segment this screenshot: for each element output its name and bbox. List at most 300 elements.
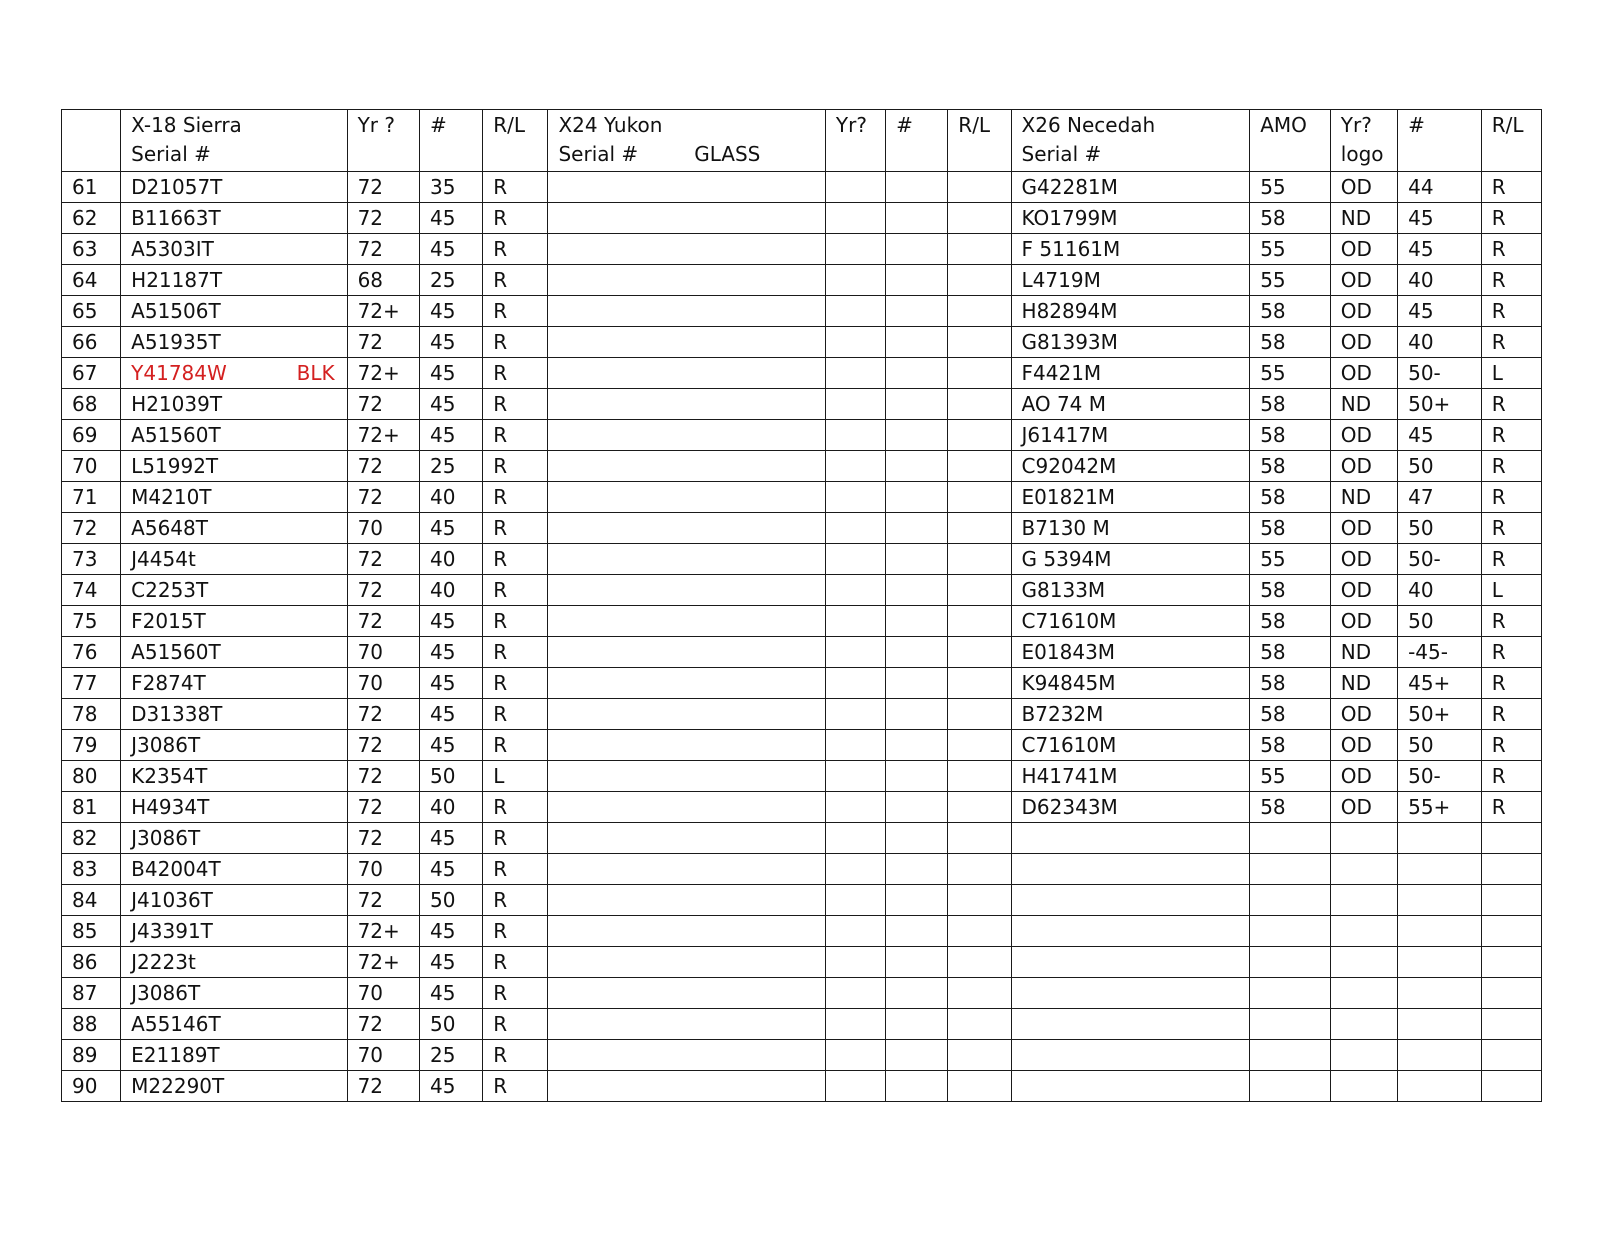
necedah-amo-cell — [1250, 823, 1331, 854]
sierra-year-cell: 70 — [347, 513, 419, 544]
sierra-year-cell: 72 — [347, 234, 419, 265]
yukon-rl-cell — [948, 823, 1011, 854]
necedah-rl-cell — [1481, 1040, 1541, 1071]
table-row — [62, 451, 1542, 482]
necedah-amo-cell: 58 — [1250, 203, 1331, 234]
necedah-year-logo-cell: OD — [1330, 420, 1397, 451]
sierra-count-cell: 25 — [419, 265, 482, 296]
table-row — [62, 699, 1542, 730]
necedah-rl-cell: L — [1481, 575, 1541, 606]
necedah-serial-cell: G 5394M — [1011, 544, 1250, 575]
necedah-amo-cell — [1250, 885, 1331, 916]
necedah-year-logo-cell: OD — [1330, 761, 1397, 792]
yukon-rl-cell — [948, 327, 1011, 358]
sierra-year-cell: 72+ — [347, 420, 419, 451]
yukon-serial-cell — [548, 978, 825, 1009]
table-row — [62, 606, 1542, 637]
necedah-serial-cell — [1011, 947, 1250, 978]
sierra-rl-cell: R — [483, 1040, 548, 1071]
row-number-cell: 65 — [62, 296, 121, 327]
row-number-cell: 70 — [62, 451, 121, 482]
yukon-rl-cell — [948, 916, 1011, 947]
yukon-serial-cell — [548, 730, 825, 761]
yukon-count-cell — [886, 947, 948, 978]
sierra-serial-cell: J4454t — [121, 544, 347, 575]
necedah-rl-cell: R — [1481, 699, 1541, 730]
sierra-year-cell: 72 — [347, 451, 419, 482]
yukon-year-cell — [825, 606, 885, 637]
sierra-rl-cell: R — [483, 668, 548, 699]
yukon-year-cell — [825, 296, 885, 327]
table-row — [62, 978, 1542, 1009]
sierra-count-cell: 45 — [419, 730, 482, 761]
yukon-serial-cell — [548, 854, 825, 885]
necedah-rl-cell: R — [1481, 265, 1541, 296]
yukon-rl-cell — [948, 420, 1011, 451]
necedah-count-cell — [1398, 1071, 1482, 1102]
sierra-year-cell: 70 — [347, 668, 419, 699]
row-number-cell: 83 — [62, 854, 121, 885]
yukon-rl-cell — [948, 885, 1011, 916]
yukon-serial-cell — [548, 575, 825, 606]
necedah-count-cell: 50- — [1398, 761, 1482, 792]
necedah-serial-cell: B7130 M — [1011, 513, 1250, 544]
necedah-amo-cell: 58 — [1250, 792, 1331, 823]
necedah-amo-cell — [1250, 916, 1331, 947]
sierra-serial-cell: A51560T — [121, 637, 347, 668]
yukon-count-cell — [886, 606, 948, 637]
yukon-serial-cell — [548, 265, 825, 296]
necedah-year-logo-cell — [1330, 823, 1397, 854]
necedah-rl-cell: L — [1481, 358, 1541, 389]
sierra-year-cell: 72 — [347, 730, 419, 761]
necedah-year-logo-cell — [1330, 1040, 1397, 1071]
yukon-count-cell — [886, 575, 948, 606]
yukon-year-cell — [825, 575, 885, 606]
necedah-serial-cell: K94845M — [1011, 668, 1250, 699]
sierra-serial-cell: J43391T — [121, 916, 347, 947]
sierra-year-cell: 72 — [347, 823, 419, 854]
sierra-serial-cell: J3086T — [121, 730, 347, 761]
sierra-rl-cell: R — [483, 327, 548, 358]
row-number-cell: 64 — [62, 265, 121, 296]
sierra-year-cell: 70 — [347, 978, 419, 1009]
header-sierra-serial — [121, 110, 347, 172]
row-number-cell: 86 — [62, 947, 121, 978]
necedah-year-logo-cell: OD — [1330, 451, 1397, 482]
necedah-year-logo-cell — [1330, 1071, 1397, 1102]
sierra-serial-cell: J3086T — [121, 823, 347, 854]
row-number-cell: 85 — [62, 916, 121, 947]
necedah-serial-cell: KO1799M — [1011, 203, 1250, 234]
necedah-year-logo-cell: ND — [1330, 203, 1397, 234]
necedah-serial-cell: H82894M — [1011, 296, 1250, 327]
yukon-serial-line — [558, 140, 824, 169]
necedah-year-logo-cell: OD — [1330, 792, 1397, 823]
yukon-rl-cell — [948, 854, 1011, 885]
yukon-serial-cell — [548, 358, 825, 389]
yukon-year-cell — [825, 265, 885, 296]
yukon-count-cell — [886, 1009, 948, 1040]
yukon-rl-cell — [948, 544, 1011, 575]
necedah-serial-cell: C71610M — [1011, 606, 1250, 637]
yukon-count-cell — [886, 296, 948, 327]
sierra-year-cell: 72 — [347, 575, 419, 606]
sierra-count-cell: 45 — [419, 637, 482, 668]
yukon-rl-cell — [948, 637, 1011, 668]
necedah-serial-cell: E01843M — [1011, 637, 1250, 668]
sierra-year-cell: 72+ — [347, 296, 419, 327]
necedah-year-logo-cell: OD — [1330, 606, 1397, 637]
table-row — [62, 265, 1542, 296]
yukon-year-cell — [825, 1071, 885, 1102]
yukon-count-cell — [886, 761, 948, 792]
sierra-serial-note: BLK — [296, 361, 335, 385]
necedah-serial-cell: F4421M — [1011, 358, 1250, 389]
yukon-serial-cell — [548, 947, 825, 978]
necedah-amo-cell: 58 — [1250, 730, 1331, 761]
necedah-rl-cell: R — [1481, 389, 1541, 420]
yukon-rl-cell — [948, 606, 1011, 637]
yukon-serial-cell — [548, 668, 825, 699]
sierra-serial-cell — [121, 358, 347, 389]
row-number-cell: 79 — [62, 730, 121, 761]
sierra-year-cell: 72 — [347, 203, 419, 234]
yukon-count-cell — [886, 1040, 948, 1071]
necedah-count-cell: 45+ — [1398, 668, 1482, 699]
necedah-serial-cell: J61417M — [1011, 420, 1250, 451]
sierra-rl-cell: R — [483, 978, 548, 1009]
yukon-year-cell — [825, 513, 885, 544]
yukon-year-cell — [825, 234, 885, 265]
yukon-rl-cell — [948, 296, 1011, 327]
yukon-title: X24 Yukon — [558, 113, 663, 137]
sierra-count-cell: 45 — [419, 947, 482, 978]
row-number-cell: 76 — [62, 637, 121, 668]
yukon-count-cell — [886, 668, 948, 699]
row-number-cell: 74 — [62, 575, 121, 606]
necedah-count-cell — [1398, 885, 1482, 916]
sierra-serial-cell: B42004T — [121, 854, 347, 885]
row-number-cell: 75 — [62, 606, 121, 637]
sierra-year-cell: 72+ — [347, 358, 419, 389]
header-yukon-rl: R/L — [948, 110, 1011, 172]
necedah-rl-cell — [1481, 978, 1541, 1009]
sierra-year-cell: 72 — [347, 699, 419, 730]
yukon-serial-cell — [548, 885, 825, 916]
sierra-serial-cell: D31338T — [121, 699, 347, 730]
header-row-number — [62, 110, 121, 172]
sierra-count-cell: 45 — [419, 327, 482, 358]
necedah-rl-cell — [1481, 916, 1541, 947]
yukon-count-cell — [886, 823, 948, 854]
yukon-count-cell — [886, 389, 948, 420]
necedah-serial-cell: C92042M — [1011, 451, 1250, 482]
sierra-serial-cell: J2223t — [121, 947, 347, 978]
sierra-year-cell: 70 — [347, 854, 419, 885]
yukon-year-cell — [825, 885, 885, 916]
yukon-serial-cell — [548, 1009, 825, 1040]
yukon-serial-cell — [548, 296, 825, 327]
sierra-year-cell: 72 — [347, 885, 419, 916]
sierra-year-cell: 72 — [347, 792, 419, 823]
necedah-serial-cell: C71610M — [1011, 730, 1250, 761]
necedah-year-logo-cell: ND — [1330, 668, 1397, 699]
necedah-serial-cell: B7232M — [1011, 699, 1250, 730]
sierra-rl-cell: L — [483, 761, 548, 792]
sierra-rl-cell: R — [483, 606, 548, 637]
necedah-year-logo-cell: OD — [1330, 513, 1397, 544]
table-row — [62, 389, 1542, 420]
necedah-count-cell — [1398, 854, 1482, 885]
sierra-serial-cell: H4934T — [121, 792, 347, 823]
sierra-rl-cell: R — [483, 389, 548, 420]
sierra-serial-cell: H21187T — [121, 265, 347, 296]
sierra-count-cell: 45 — [419, 389, 482, 420]
table-row — [62, 1040, 1542, 1071]
table-row — [62, 792, 1542, 823]
necedah-count-cell: 50 — [1398, 451, 1482, 482]
necedah-count-cell: 50 — [1398, 513, 1482, 544]
yukon-year-cell — [825, 730, 885, 761]
yukon-count-cell — [886, 978, 948, 1009]
necedah-year-logo-cell — [1330, 947, 1397, 978]
yukon-serial-cell — [548, 203, 825, 234]
necedah-rl-cell — [1481, 1071, 1541, 1102]
row-number-cell: 84 — [62, 885, 121, 916]
necedah-serial-cell: D62343M — [1011, 792, 1250, 823]
sierra-year-cell: 72 — [347, 544, 419, 575]
yukon-count-cell — [886, 1071, 948, 1102]
necedah-amo-cell: 58 — [1250, 420, 1331, 451]
necedah-count-cell: 40 — [1398, 265, 1482, 296]
yukon-rl-cell — [948, 513, 1011, 544]
row-number-cell: 87 — [62, 978, 121, 1009]
necedah-rl-cell: R — [1481, 761, 1541, 792]
yukon-count-cell — [886, 358, 948, 389]
sierra-count-cell: 40 — [419, 482, 482, 513]
sierra-year-cell: 72 — [347, 606, 419, 637]
necedah-count-cell: 40 — [1398, 575, 1482, 606]
sierra-count-cell: 40 — [419, 792, 482, 823]
yukon-year-cell — [825, 947, 885, 978]
yukon-rl-cell — [948, 978, 1011, 1009]
sierra-rl-cell: R — [483, 482, 548, 513]
necedah-serial-cell — [1011, 978, 1250, 1009]
sierra-serial-cell: A5648T — [121, 513, 347, 544]
yukon-year-cell — [825, 637, 885, 668]
necedah-year-logo-cell: OD — [1330, 172, 1397, 203]
yukon-count-cell — [886, 885, 948, 916]
necedah-year-logo-cell: ND — [1330, 637, 1397, 668]
necedah-amo-cell: 55 — [1250, 172, 1331, 203]
row-number-cell: 90 — [62, 1071, 121, 1102]
necedah-serial-cell: L4719M — [1011, 265, 1250, 296]
yukon-year-cell — [825, 916, 885, 947]
necedah-serial-cell — [1011, 1040, 1250, 1071]
sierra-year-cell: 72+ — [347, 947, 419, 978]
yukon-serial-cell — [548, 544, 825, 575]
table-row — [62, 761, 1542, 792]
necedah-amo-cell — [1250, 947, 1331, 978]
header-necedah-year — [1330, 110, 1397, 172]
yukon-year-cell — [825, 1040, 885, 1071]
table-row — [62, 854, 1542, 885]
necedah-amo-cell: 58 — [1250, 637, 1331, 668]
yukon-year-cell — [825, 823, 885, 854]
necedah-count-cell: 44 — [1398, 172, 1482, 203]
necedah-rl-cell: R — [1481, 606, 1541, 637]
necedah-year-logo-cell: OD — [1330, 358, 1397, 389]
necedah-serial-label: Serial # — [1021, 142, 1102, 166]
necedah-count-cell: 47 — [1398, 482, 1482, 513]
sierra-serial-cell: C2253T — [121, 575, 347, 606]
table-row — [62, 544, 1542, 575]
table-row — [62, 885, 1542, 916]
sierra-rl-cell: R — [483, 916, 548, 947]
table-row — [62, 1071, 1542, 1102]
sierra-serial-cell: K2354T — [121, 761, 347, 792]
yukon-year-cell — [825, 482, 885, 513]
sierra-serial-cell: D21057T — [121, 172, 347, 203]
sierra-serial-value: Y41784W — [131, 361, 227, 385]
yukon-serial-cell — [548, 606, 825, 637]
necedah-rl-cell: R — [1481, 296, 1541, 327]
necedah-rl-cell: R — [1481, 451, 1541, 482]
row-number-cell: 73 — [62, 544, 121, 575]
necedah-rl-cell: R — [1481, 544, 1541, 575]
necedah-year-logo-cell: OD — [1330, 544, 1397, 575]
sierra-rl-cell: R — [483, 172, 548, 203]
sierra-rl-cell: R — [483, 513, 548, 544]
necedah-count-cell: 50 — [1398, 606, 1482, 637]
necedah-count-cell: 40 — [1398, 327, 1482, 358]
sierra-serial-cell: F2015T — [121, 606, 347, 637]
necedah-rl-cell: R — [1481, 203, 1541, 234]
necedah-year-logo-cell: ND — [1330, 482, 1397, 513]
sierra-rl-cell: R — [483, 947, 548, 978]
table-row — [62, 296, 1542, 327]
sierra-count-cell: 45 — [419, 296, 482, 327]
necedah-amo-cell — [1250, 1009, 1331, 1040]
yukon-serial-cell — [548, 389, 825, 420]
sierra-serial-label: Serial # — [131, 142, 211, 166]
row-number-cell: 88 — [62, 1009, 121, 1040]
necedah-amo-cell: 58 — [1250, 389, 1331, 420]
yukon-serial-cell — [548, 513, 825, 544]
sierra-rl-cell: R — [483, 575, 548, 606]
sierra-title: X-18 Sierra — [131, 113, 242, 137]
row-number-cell: 82 — [62, 823, 121, 854]
necedah-year-logo-cell: ND — [1330, 389, 1397, 420]
table-row — [62, 482, 1542, 513]
necedah-amo-cell — [1250, 1071, 1331, 1102]
sierra-count-cell: 45 — [419, 234, 482, 265]
necedah-count-cell — [1398, 823, 1482, 854]
yukon-rl-cell — [948, 575, 1011, 606]
row-number-cell: 62 — [62, 203, 121, 234]
sierra-year-cell: 72 — [347, 327, 419, 358]
header-sierra-count: # — [419, 110, 482, 172]
yukon-rl-cell — [948, 761, 1011, 792]
yukon-year-cell — [825, 978, 885, 1009]
necedah-rl-cell: R — [1481, 420, 1541, 451]
yukon-serial-cell — [548, 1040, 825, 1071]
yukon-serial-cell — [548, 482, 825, 513]
necedah-count-cell: 45 — [1398, 420, 1482, 451]
necedah-year-logo-cell: OD — [1330, 730, 1397, 761]
sierra-year-cell: 70 — [347, 637, 419, 668]
yukon-year-cell — [825, 327, 885, 358]
yukon-year-cell — [825, 699, 885, 730]
yukon-year-cell — [825, 792, 885, 823]
row-number-cell: 71 — [62, 482, 121, 513]
necedah-count-cell — [1398, 916, 1482, 947]
yukon-count-cell — [886, 172, 948, 203]
table-row — [62, 203, 1542, 234]
yukon-year-cell — [825, 172, 885, 203]
necedah-rl-cell: R — [1481, 668, 1541, 699]
row-number-cell: 89 — [62, 1040, 121, 1071]
header-yukon-serial — [548, 110, 825, 172]
necedah-count-cell: 50- — [1398, 358, 1482, 389]
necedah-amo-cell — [1250, 1040, 1331, 1071]
sierra-count-cell: 50 — [419, 885, 482, 916]
table-row — [62, 916, 1542, 947]
sierra-count-cell: 45 — [419, 203, 482, 234]
yukon-count-cell — [886, 854, 948, 885]
necedah-year-logo-cell: OD — [1330, 575, 1397, 606]
table-row — [62, 730, 1542, 761]
yukon-rl-cell — [948, 947, 1011, 978]
yukon-year-cell — [825, 544, 885, 575]
necedah-amo-cell: 58 — [1250, 699, 1331, 730]
row-number-cell: 81 — [62, 792, 121, 823]
sierra-count-cell: 35 — [419, 172, 482, 203]
sierra-rl-cell: R — [483, 203, 548, 234]
necedah-year-logo-cell — [1330, 854, 1397, 885]
sierra-year-cell: 72 — [347, 389, 419, 420]
necedah-serial-cell — [1011, 823, 1250, 854]
necedah-rl-cell: R — [1481, 234, 1541, 265]
sierra-rl-cell: R — [483, 637, 548, 668]
sierra-year-cell: 72+ — [347, 916, 419, 947]
necedah-year-logo-cell: OD — [1330, 234, 1397, 265]
sierra-rl-cell: R — [483, 1009, 548, 1040]
sierra-year-cell: 68 — [347, 265, 419, 296]
header-necedah-serial — [1011, 110, 1250, 172]
necedah-year-logo-cell: OD — [1330, 327, 1397, 358]
yukon-rl-cell — [948, 482, 1011, 513]
row-number-cell: 61 — [62, 172, 121, 203]
yukon-serial-cell — [548, 420, 825, 451]
necedah-count-cell — [1398, 978, 1482, 1009]
necedah-rl-cell — [1481, 823, 1541, 854]
sierra-rl-cell: R — [483, 1071, 548, 1102]
necedah-serial-cell: H41741M — [1011, 761, 1250, 792]
necedah-count-cell: 50+ — [1398, 389, 1482, 420]
necedah-amo-cell: 58 — [1250, 575, 1331, 606]
sierra-serial-cell: E21189T — [121, 1040, 347, 1071]
sierra-rl-cell: R — [483, 296, 548, 327]
sierra-serial-cell: J3086T — [121, 978, 347, 1009]
sierra-serial-cell: H21039T — [121, 389, 347, 420]
necedah-rl-cell — [1481, 885, 1541, 916]
necedah-count-cell: -45- — [1398, 637, 1482, 668]
header-row — [62, 110, 1542, 172]
sierra-count-cell: 45 — [419, 1071, 482, 1102]
yukon-count-cell — [886, 234, 948, 265]
